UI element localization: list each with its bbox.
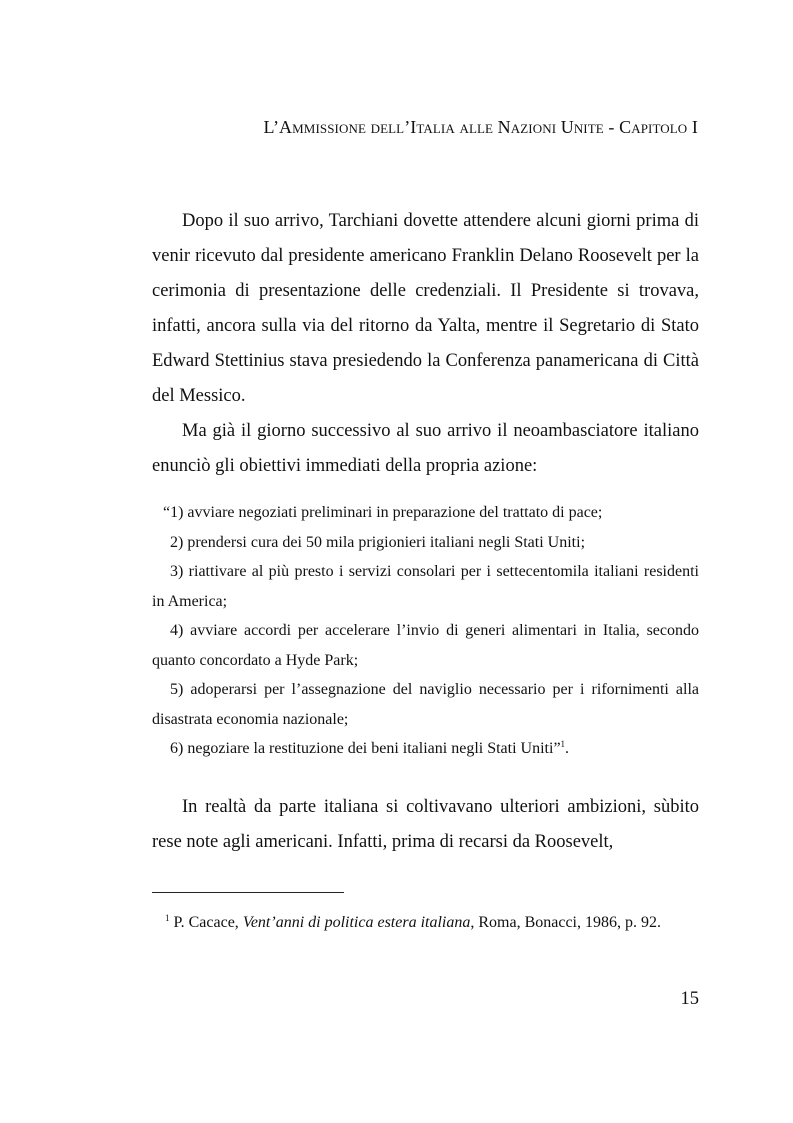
block-quote xyxy=(152,498,699,764)
body-text-after-quote xyxy=(152,790,699,860)
quote-closing-punctuation: . xyxy=(565,740,570,757)
quote-item: “1) avviare negoziati preliminari in preparazione del trattato di pace; xyxy=(163,504,603,521)
quote-item-last xyxy=(152,734,699,764)
quote-item-text: 6) negoziare la restituzione dei beni italiani negli Stati Uniti” xyxy=(170,740,561,757)
body-text-before-quote xyxy=(152,204,699,484)
footnote-divider xyxy=(152,892,344,893)
footnote-citation-details: , Roma, Bonacci, 1986, p. 92. xyxy=(470,914,661,931)
quote-item: 4) avviare accordi per accelerare l’invio di generi alimentari in Italia, secondo quanto concordato a Hyde Park; xyxy=(152,622,699,669)
quote-item: 2) prendersi cura dei 50 mila prigionieri italiani negli Stati Uniti; xyxy=(170,533,586,551)
page-number: 15 xyxy=(680,989,699,1009)
paragraph: Dopo il suo arrivo, Tarchiani dovette attendere alcuni giorni prima di venir ricevuto dal presidente americano Franklin Delano Roosevelt per la cerimonia di presentazione delle credenziali. Il Presidente si trovava, infatti, ancora sulla via del ritorno da Yalta, mentre il Segretario di Stato Edward Stettinius stava presiedendo la Conferenza panamericana di Città del Messico. xyxy=(152,211,699,406)
quote-item: 5) adoperarsi per l’assegnazione del naviglio necessario per i rifornimenti alla disastrata economia nazionale; xyxy=(152,681,699,728)
footnote-work-title: Vent’anni di politica estera italiana xyxy=(242,914,471,931)
paragraph: Ma già il giorno successivo al suo arrivo il neoambasciatore italiano enunciò gli obiettivi immediati della propria azione: xyxy=(152,421,699,476)
paragraph: In realtà da parte italiana si coltivavano ulteriori ambizioni, sùbito rese note agli americani. Infatti, prima di recarsi da Roosevelt, xyxy=(152,797,699,852)
running-header: L’Ammissione dell’Italia alle Nazioni Unite - Capitolo I xyxy=(263,117,698,137)
footnote xyxy=(152,911,699,935)
quote-item: 3) riattivare al più presto i servizi consolari per i settecentomila italiani residenti in America; xyxy=(152,563,699,610)
footnote-number: 1 xyxy=(165,913,170,923)
footnote-reference[interactable]: 1 xyxy=(560,739,566,749)
footnote-author: P. Cacace, xyxy=(173,914,243,931)
